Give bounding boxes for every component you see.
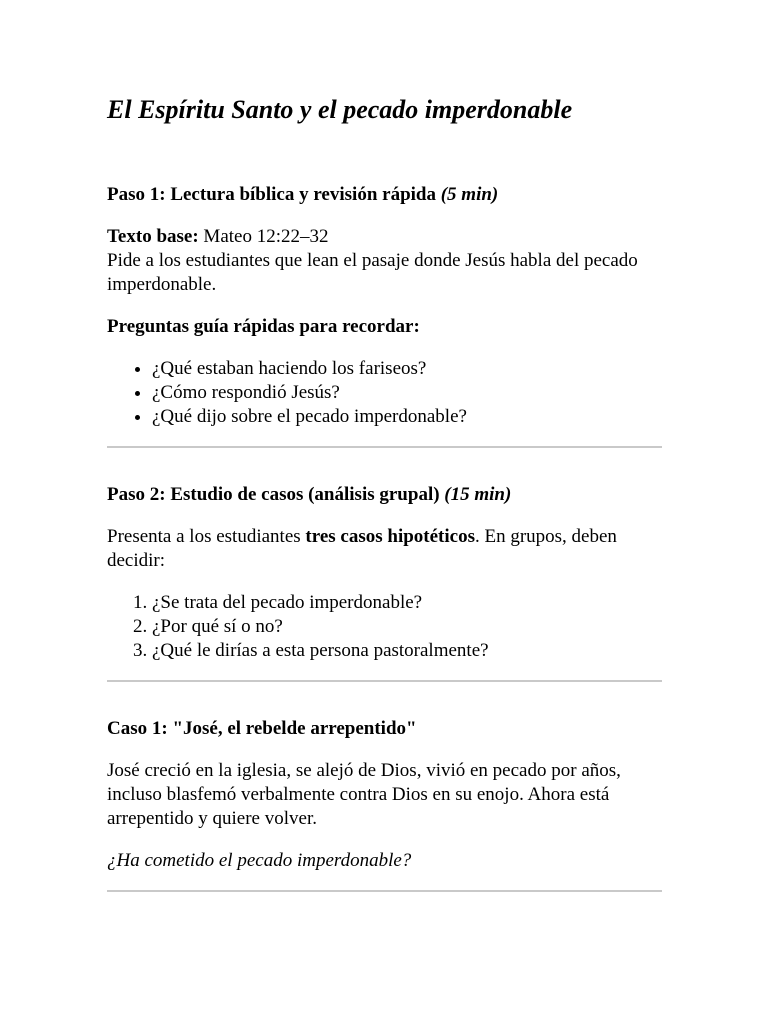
divider xyxy=(107,890,662,892)
step2-time: (15 min) xyxy=(444,484,512,505)
step1-time: (5 min) xyxy=(440,184,499,205)
step1-instruction: Pide a los estudiantes que lean el pasaje donde Jesús habla del pecado imperdonable. xyxy=(107,250,638,295)
step2-heading xyxy=(107,483,661,507)
case1-heading: Caso 1: "José, el rebelde arrepentido" xyxy=(107,718,417,739)
step2-items-list xyxy=(107,591,661,663)
step1-questions-heading: Preguntas guía rápidas para recordar: xyxy=(107,316,420,337)
step2-intro xyxy=(107,525,661,573)
list-item: • ¿Qué dijo sobre el pecado imperdonable? xyxy=(152,405,661,429)
step2-intro-pre: Presenta a los estudiantes xyxy=(107,526,306,547)
list-item: • ¿Cómo respondió Jesús? xyxy=(152,381,661,405)
step1-heading-text: Paso 1: Lectura bíblica y revisión rápida xyxy=(107,184,436,205)
list-item: 1. ¿Se trata del pecado imperdonable? xyxy=(152,591,661,615)
step1-base-text xyxy=(107,225,661,249)
list-item: 3. ¿Qué le dirías a esta persona pastoralmente? xyxy=(152,639,661,663)
list-item: • ¿Qué estaban haciendo los fariseos? xyxy=(152,357,661,381)
case1-question: ¿Ha cometido el pecado imperdonable? xyxy=(107,850,412,871)
page-title: El Espíritu Santo y el pecado imperdonable xyxy=(107,95,573,124)
step1-base-label: Texto base: xyxy=(107,226,199,247)
case1-body: José creció en la iglesia, se alejó de Dios, vivió en pecado por años, incluso blasfemó verbalmente contra Dios en su enojo. Ahora está arrepentido y quiere volver. xyxy=(107,760,621,829)
step2-intro-post: . En grupos, deben decidir: xyxy=(107,526,617,571)
step2-intro-bold: tres casos hipotéticos xyxy=(305,526,475,547)
step1-questions-list xyxy=(107,357,661,429)
list-item: 2. ¿Por qué sí o no? xyxy=(152,615,661,639)
step1-base-value: Mateo 12:22–32 xyxy=(198,226,329,247)
step2-heading-text: Paso 2: Estudio de casos (análisis grupal) xyxy=(107,484,440,505)
step1-heading xyxy=(107,183,661,207)
